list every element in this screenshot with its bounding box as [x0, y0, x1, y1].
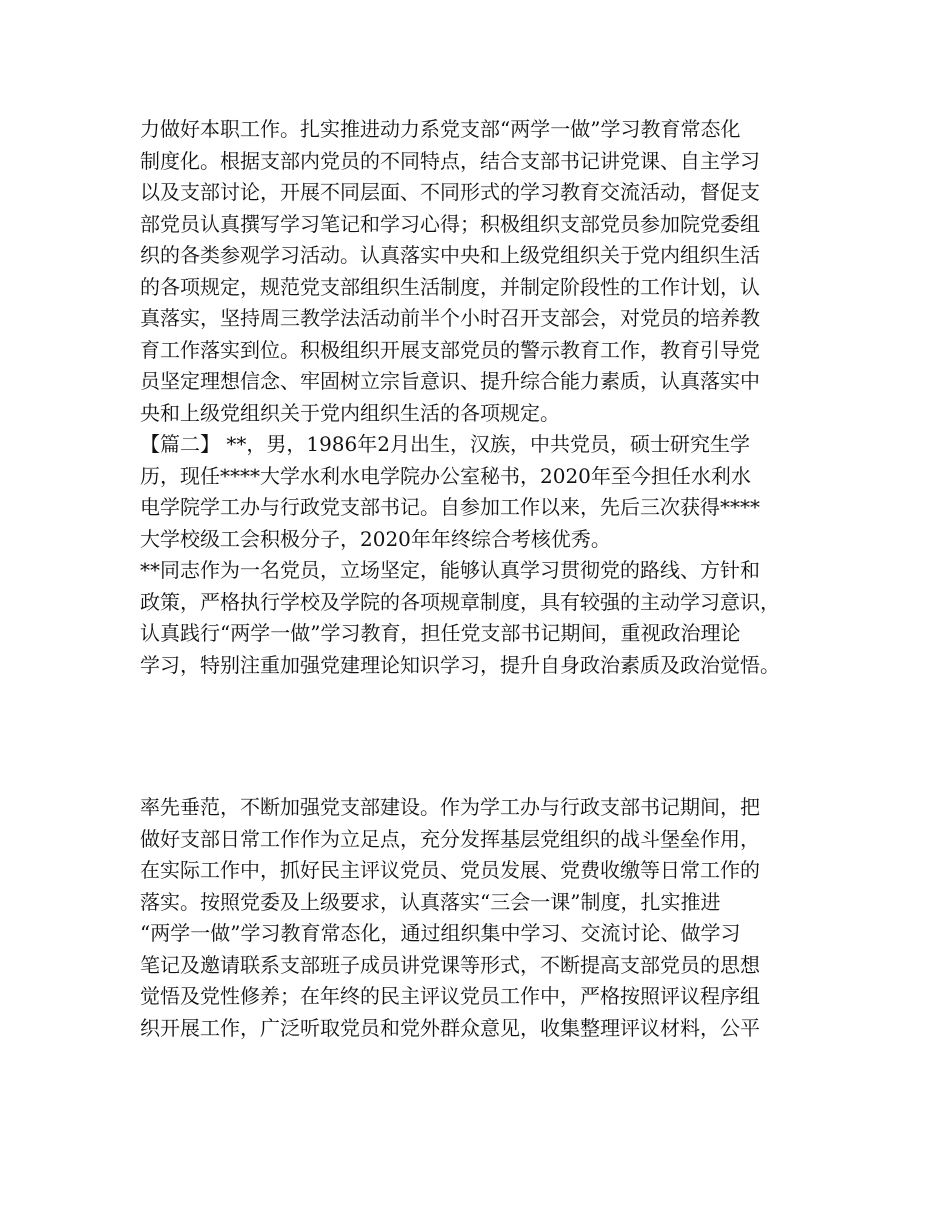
text-block-2 [140, 792, 840, 1044]
section-heading-line: 【篇二】 **，男，1986年2月出生，汉族，中共党员，硕士研究生学 [140, 432, 750, 456]
text-line: 历，现任****大学水利水电学院办公室秘书，2020年至今担任水利水 [140, 463, 751, 488]
text-line: 落实。按照党委及上级要求，认真落实“三会一课”制度，扎实推进 [140, 889, 721, 914]
text-line: 央和上级党组织关于党内组织生活的各项规定。 [140, 400, 560, 425]
text-line: 织开展工作，广泛听取党员和党外群众意见，收集整理评议材料，公平 [140, 1015, 760, 1040]
text-line: 的各项规定，规范党支部组织生活制度，并制定阶段性的工作计划，认 [140, 274, 760, 299]
text-line: 部党员认真撰写学习笔记和学习心得；积极组织支部党员参加院党委组 [140, 211, 760, 236]
text-line: **同志作为一名党员，立场坚定，能够认真学习贯彻党的路线、方针和 [140, 558, 760, 582]
text-line: 率先垂范，不断加强党支部建设。作为学工办与行政支部书记期间，把 [140, 795, 760, 819]
text-line: 织的各类参观学习活动。认真落实中央和上级党组织关于党内组织生活 [140, 243, 760, 267]
text-line: 大学校级工会积极分子，2020年年终综合考核优秀。 [140, 526, 611, 551]
text-line: 制度化。根据支部内党员的不同特点，结合支部书记讲党课、自主学习 [140, 148, 760, 173]
text-line: 学习，特别注重加强党建理论知识学习，提升自身政治素质及政治觉悟。 [140, 652, 780, 677]
text-line: 真落实，坚持周三教学法活动前半个小时召开支部会，对党员的培养教 [140, 306, 760, 330]
text-line: 在实际工作中，抓好民主评议党员、党员发展、党费收缴等日常工作的 [140, 858, 760, 882]
text-line: 做好支部日常工作作为立足点，充分发挥基层党组织的战斗堡垒作用， [140, 826, 760, 851]
text-block-1 [140, 114, 840, 681]
text-line: 育工作落实到位。积极组织开展支部党员的警示教育工作，教育引导党 [140, 337, 760, 362]
text-line: 笔记及邀请联系支部班子成员讲党课等形式，不断提高支部党员的思想 [140, 952, 760, 977]
text-line: 觉悟及党性修养；在年终的民主评议党员工作中，严格按照评议程序组 [140, 984, 760, 1008]
text-line: 政策，严格执行学校及学院的各项规章制度，具有较强的主动学习意识， [140, 589, 780, 614]
text-line: “两学一做”学习教育常态化，通过组织集中学习、交流讨论、做学习 [140, 921, 741, 945]
text-line: 力做好本职工作。扎实推进动力系党支部“两学一做”学习教育常态化 [140, 117, 741, 141]
text-line: 员坚定理想信念、牢固树立宗旨意识、提升综合能力素质，认真落实中 [140, 369, 760, 393]
text-line: 认真践行“两学一做”学习教育，担任党支部书记期间，重视政治理论 [140, 621, 741, 645]
text-line: 以及支部讨论，开展不同层面、不同形式的学习教育交流活动，督促支 [140, 180, 760, 204]
text-line: 电学院学工办与行政党支部书记。自参加工作以来，先后三次获得**** [140, 495, 760, 519]
